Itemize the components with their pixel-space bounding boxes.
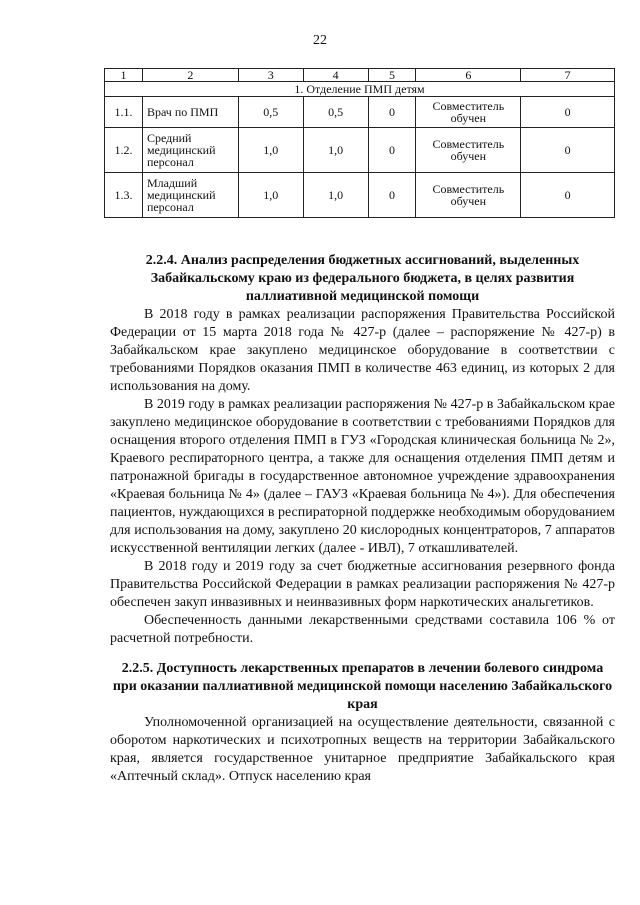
table-cell: Совместитель обучен <box>416 173 521 218</box>
paragraph: Уполномоченной организацией на осуществление деятельности, связанной с оборотом наркотических и психотропных веществ на территории Забайкальского края, является государственное унитарное предприятие Забайкальского края «Аптечный склад». Отпуск населению края <box>110 715 615 784</box>
column-header: 7 <box>521 69 615 82</box>
column-header: 3 <box>238 69 303 82</box>
position-name: Младший медицинский персонал <box>142 173 238 218</box>
table-cell: 1,0 <box>303 128 368 173</box>
column-header: 1 <box>105 69 143 82</box>
table-header-row <box>105 69 615 82</box>
table-row <box>105 128 615 173</box>
staff-table <box>104 68 615 218</box>
table-cell: 0 <box>521 173 615 218</box>
table-cell: 0 <box>521 128 615 173</box>
section-heading-2-2-5: 2.2.5. Доступность лекарственных препаратов в лечении болевого синдрома при оказании паллиативной медицинской помощи населению Забайкальского края <box>112 661 613 712</box>
paragraph: В 2019 году в рамках реализации распоряжения № 427-р в Забайкальском крае закуплено медицинское оборудование в соответствии с требованиями Порядков для оснащения второго отделения ПМП в ГУЗ «Городская клиническая больница № 2», Краевого респираторного центра, а также для оснащения отделения ПМП детям и патронажной бригады в государственное автономное учреждение здравоохранения «Краевая больница № 4» (далее – ГАУЗ «Краевая больница № 4»). Для обеспечения пациентов, нуждающихся в респираторной поддержке необходимым оборудованием для использования на дому, закуплено 20 кислородных концентраторов, 7 аппаратов искусственной вентиляции легких (далее - ИВЛ), 7 откашливателей. <box>110 397 615 556</box>
table-cell: 1,0 <box>303 173 368 218</box>
paragraph: В 2018 году и 2019 году за счет бюджетные ассигнования резервного фонда Правительства Российской Федерации в рамках реализации распоряжения № 427-р обеспечен закуп инвазивных и неинвазивных форм наркотических анальгетиков. <box>110 559 615 610</box>
table-cell: 1,0 <box>238 128 303 173</box>
paragraph: В 2018 году в рамках реализации распоряжения Правительства Российской Федерации от 15 марта 2018 года № 427-р (далее – распоряжение № 427-р) в Забайкальском крае закуплено медицинское оборудование в соответствии с требованиями Порядков оказания ПМП в количестве 463 единиц, из которых 2 для использования на дому. <box>110 307 615 394</box>
row-number: 1.3. <box>105 173 143 218</box>
table-cell: 0 <box>521 97 615 128</box>
position-name: Врач по ПМП <box>142 97 238 128</box>
table-cell: 0 <box>368 173 416 218</box>
table-section-row <box>105 82 615 97</box>
table-section-title: 1. Отделение ПМП детям <box>105 82 615 97</box>
column-header: 4 <box>303 69 368 82</box>
position-name: Средний медицинский персонал <box>142 128 238 173</box>
column-header: 6 <box>416 69 521 82</box>
section-heading-2-2-4: 2.2.4. Анализ распределения бюджетных ассигнований, выделенных Забайкальскому краю из федерального бюджета, в целях развития паллиативной медицинской помощи <box>145 253 580 304</box>
table-cell: 0,5 <box>303 97 368 128</box>
document-body <box>110 252 615 786</box>
table-cell: 0 <box>368 97 416 128</box>
table-cell: Совместитель обучен <box>416 128 521 173</box>
table-row <box>105 173 615 218</box>
page-number: 22 <box>313 33 327 48</box>
table-cell: 0 <box>368 128 416 173</box>
table-cell: Совместитель обучен <box>416 97 521 128</box>
row-number: 1.2. <box>105 128 143 173</box>
table-cell: 0,5 <box>238 97 303 128</box>
row-number: 1.1. <box>105 97 143 128</box>
table-row <box>105 97 615 128</box>
table-cell: 1,0 <box>238 173 303 218</box>
paragraph: Обеспеченность данными лекарственными средствами составила 106 % от расчетной потребности. <box>110 613 615 646</box>
column-header: 2 <box>142 69 238 82</box>
column-header: 5 <box>368 69 416 82</box>
